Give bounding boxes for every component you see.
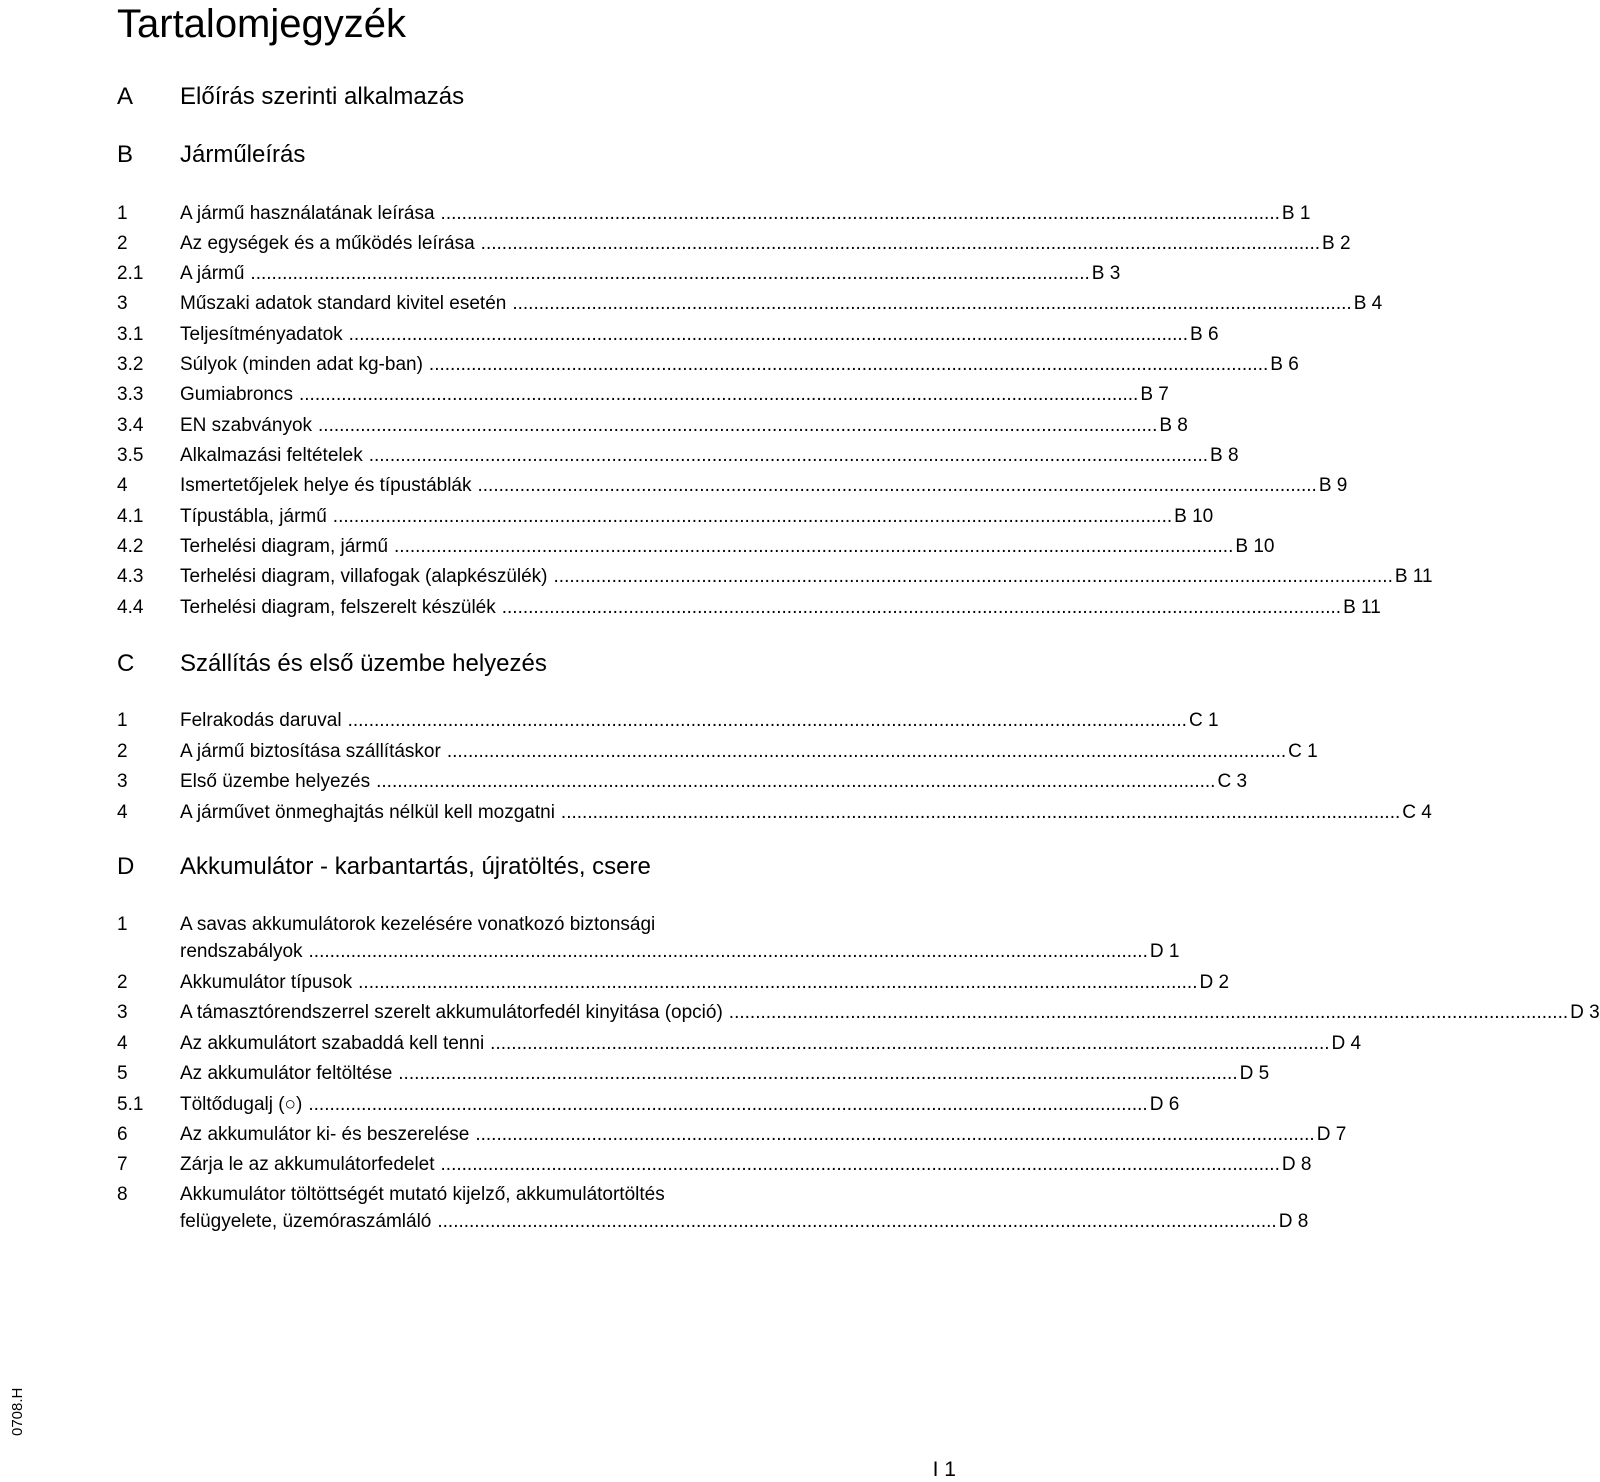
entry-page: D 6 (1149, 1094, 1180, 1115)
entry-label: EN szabványok (180, 415, 313, 436)
toc-entry[interactable] (117, 1121, 1347, 1148)
entry-page: C 3 (1217, 771, 1248, 792)
entry-label: Súlyok (minden adat kg-ban) (180, 354, 423, 375)
entry-number: 3.1 (117, 324, 144, 345)
entry-number: 2 (117, 233, 128, 254)
leader-dots: ............................................................................................................................................................... (553, 566, 1393, 587)
leader-dots: ............................................................................................................................................................... (332, 506, 1173, 527)
entry-page: C 1 (1288, 741, 1318, 762)
leader-dots: ............................................................................................................................................................... (308, 1094, 1148, 1115)
entry-label: Terhelési diagram, jármű (180, 536, 389, 557)
section-letter: B (117, 141, 134, 168)
entry-number: 4 (117, 475, 128, 496)
entry-label: A járművet önmeghajtás nélkül kell mozgatni (180, 802, 555, 823)
entry-number: 5.1 (117, 1094, 144, 1115)
entry-label-line1: A savas akkumulátorok kezelésére vonatkozó biztonsági (180, 914, 656, 935)
toc-entry[interactable] (117, 1151, 1312, 1178)
entry-number: 4.2 (117, 536, 144, 557)
entry-label: Műszaki adatok standard kivitel esetén (180, 293, 507, 314)
leader-dots: ............................................................................................................................................................... (368, 445, 1209, 466)
entry-page: D 2 (1199, 972, 1230, 993)
entry-number: 3.5 (117, 445, 144, 466)
entry-label: Típustábla, jármű (180, 506, 327, 527)
entry-page: D 8 (1281, 1154, 1312, 1175)
leader-dots: ............................................................................................................................................................... (480, 233, 1321, 254)
leader-dots: ............................................................................................................................................................... (501, 597, 1342, 618)
entry-page: C 1 (1188, 710, 1219, 731)
entry-number: 4 (117, 802, 128, 823)
leader-dots: ............................................................................................................................................................... (428, 354, 1269, 375)
entry-page: B 6 (1190, 324, 1219, 345)
entry-label: Töltődugalj (○) (180, 1094, 303, 1115)
entry-number: 3 (117, 1002, 128, 1023)
entry-number: 7 (117, 1154, 128, 1175)
leader-dots: ............................................................................................................................................................... (437, 1211, 1277, 1232)
section-letter: A (117, 83, 134, 110)
entry-page: C 4 (1402, 802, 1432, 823)
entry-label: Alkalmazási feltételek (180, 445, 363, 466)
section-d-heading (117, 852, 897, 882)
toc-entry[interactable] (117, 738, 1318, 765)
entry-page: B 1 (1281, 203, 1311, 224)
entry-label: A jármű (180, 263, 245, 284)
leader-dots: ............................................................................................................................................................... (446, 741, 1287, 762)
entry-number: 4 (117, 1033, 128, 1054)
page-title: Tartalomjegyzék (117, 2, 407, 46)
leader-dots: ............................................................................................................................................................... (477, 475, 1317, 496)
leader-dots: ............................................................................................................................................................... (299, 384, 1139, 405)
entry-label: Terhelési diagram, felszerelt készülék (180, 597, 496, 618)
toc-entry[interactable] (117, 1060, 1270, 1087)
section-title: Járműleírás (180, 141, 306, 168)
entry-page: D 8 (1278, 1211, 1309, 1232)
entry-number: 1 (117, 710, 128, 731)
toc-entry[interactable] (117, 230, 1351, 257)
leader-dots: ............................................................................................................................................................... (348, 324, 1188, 345)
entry-number: 3 (117, 771, 128, 792)
entry-label: A támasztórendszerrel szerelt akkumulátorfedél kinyitása (opció) (180, 1002, 723, 1023)
entry-number: 4.1 (117, 506, 144, 527)
section-a-heading (117, 82, 897, 112)
leader-dots: ............................................................................................................................................................... (398, 1063, 1238, 1084)
entry-label: Az akkumulátort szabaddá kell tenni (180, 1033, 485, 1054)
entry-label: Az akkumulátor feltöltése (180, 1063, 393, 1084)
entry-number: 3.3 (117, 384, 144, 405)
leader-dots: ............................................................................................................................................................... (490, 1033, 1330, 1054)
toc-entry[interactable] (117, 768, 1248, 795)
leader-dots: ............................................................................................................................................................... (440, 1154, 1280, 1175)
leader-dots: ............................................................................................................................................................... (308, 941, 1148, 962)
entry-page: D 5 (1239, 1063, 1270, 1084)
leader-dots: ............................................................................................................................................................... (440, 203, 1280, 224)
entry-label: felügyelete, üzemóraszámláló (180, 1211, 432, 1232)
entry-number: 2 (117, 972, 128, 993)
leader-dots: ............................................................................................................................................................... (318, 415, 1158, 436)
entry-number: 4.3 (117, 566, 144, 587)
section-title: Akkumulátor - karbantartás, újratöltés, csere (180, 853, 651, 880)
toc-entry[interactable] (117, 442, 1239, 469)
entry-label-line1: Akkumulátor töltöttségét mutató kijelző, akkumulátortöltés (180, 1184, 665, 1205)
leader-dots: ............................................................................................................................................................... (475, 1124, 1315, 1145)
entry-label: Első üzembe helyezés (180, 771, 371, 792)
entry-page: D 3 (1570, 1002, 1600, 1023)
entry-label: Akkumulátor típusok (180, 972, 353, 993)
section-title: Előírás szerinti alkalmazás (180, 83, 465, 110)
toc-entry[interactable] (117, 969, 1230, 996)
leader-dots: ............................................................................................................................................................... (560, 802, 1401, 823)
entry-label: Felrakodás daruval (180, 710, 342, 731)
leader-dots: ............................................................................................................................................................... (358, 972, 1198, 993)
toc-entry[interactable] (117, 707, 1219, 734)
entry-page: B 11 (1394, 566, 1433, 587)
entry-label: Az akkumulátor ki- és beszerelése (180, 1124, 470, 1145)
entry-page: B 11 (1343, 597, 1381, 618)
entry-label: Az egységek és a működés leírása (180, 233, 475, 254)
toc-entry[interactable] (117, 321, 1219, 348)
section-letter: C (117, 650, 135, 677)
entry-page: D 4 (1331, 1033, 1362, 1054)
toc-entry[interactable] (117, 472, 1348, 499)
entry-page: D 7 (1316, 1124, 1347, 1145)
entry-page: B 6 (1270, 354, 1299, 375)
leader-dots: ............................................................................................................................................................... (394, 536, 1234, 557)
toc-entry[interactable] (117, 503, 1214, 530)
section-title: Szállítás és első üzembe helyezés (180, 650, 547, 677)
entry-number: 1 (117, 914, 128, 935)
entry-label: Ismertetőjelek helye és típustáblák (180, 475, 472, 496)
entry-page: B 4 (1353, 293, 1383, 314)
toc-entry[interactable] (117, 533, 1275, 560)
entry-page: B 10 (1235, 536, 1275, 557)
entry-label: Terhelési diagram, villafogak (alapkészülék) (180, 566, 548, 587)
entry-page: B 3 (1091, 263, 1121, 284)
toc-entry[interactable] (117, 594, 1381, 621)
entry-page: D 1 (1149, 941, 1180, 962)
entry-number: 3.2 (117, 354, 144, 375)
entry-number: 2 (117, 741, 128, 762)
toc-entry[interactable] (117, 381, 1169, 408)
document-code: 0708.H (9, 1387, 26, 1436)
toc-entry[interactable] (117, 260, 1121, 287)
toc-entry[interactable] (117, 1030, 1362, 1057)
entry-number: 2.1 (117, 263, 144, 284)
entry-page: B 10 (1174, 506, 1214, 527)
entry-page: B 2 (1322, 233, 1351, 254)
toc-entry[interactable] (117, 351, 1299, 378)
leader-dots: ............................................................................................................................................................... (728, 1002, 1569, 1023)
leader-dots: ............................................................................................................................................................... (376, 771, 1216, 792)
toc-entry[interactable] (117, 1181, 1309, 1235)
entry-number: 4.4 (117, 597, 144, 618)
entry-page: B 9 (1318, 475, 1348, 496)
section-b-heading (117, 140, 897, 170)
entry-page: B 7 (1140, 384, 1169, 405)
toc-entry[interactable] (117, 412, 1188, 439)
toc-entry[interactable] (117, 1091, 1180, 1118)
leader-dots: ............................................................................................................................................................... (347, 710, 1187, 731)
toc-entry[interactable] (117, 200, 1311, 227)
entry-number: 3 (117, 293, 128, 314)
entry-number: 5 (117, 1063, 128, 1084)
toc-entry[interactable] (117, 911, 1180, 965)
entry-label: Gumiabroncs (180, 384, 293, 405)
toc-entry[interactable] (117, 999, 1600, 1026)
section-c-heading (117, 649, 897, 679)
toc-entry[interactable] (117, 799, 1432, 826)
entry-number: 8 (117, 1184, 128, 1205)
toc-entry[interactable] (117, 563, 1433, 590)
entry-page: B 8 (1159, 415, 1188, 436)
section-letter: D (117, 853, 135, 880)
leader-dots: ............................................................................................................................................................... (512, 293, 1352, 314)
entry-number: 6 (117, 1124, 128, 1145)
toc-entry[interactable] (117, 290, 1383, 317)
entry-label: Zárja le az akkumulátorfedelet (180, 1154, 435, 1175)
entry-number: 1 (117, 203, 128, 224)
entry-page: B 8 (1210, 445, 1239, 466)
entry-label: Teljesítményadatok (180, 324, 343, 345)
entry-label: rendszabályok (180, 941, 303, 962)
entry-number: 3.4 (117, 415, 144, 436)
entry-label: A jármű használatának leírása (180, 203, 435, 224)
leader-dots: ............................................................................................................................................................... (250, 263, 1090, 284)
page-number: I 1 (932, 1458, 956, 1481)
entry-label: A jármű biztosítása szállításkor (180, 741, 441, 762)
